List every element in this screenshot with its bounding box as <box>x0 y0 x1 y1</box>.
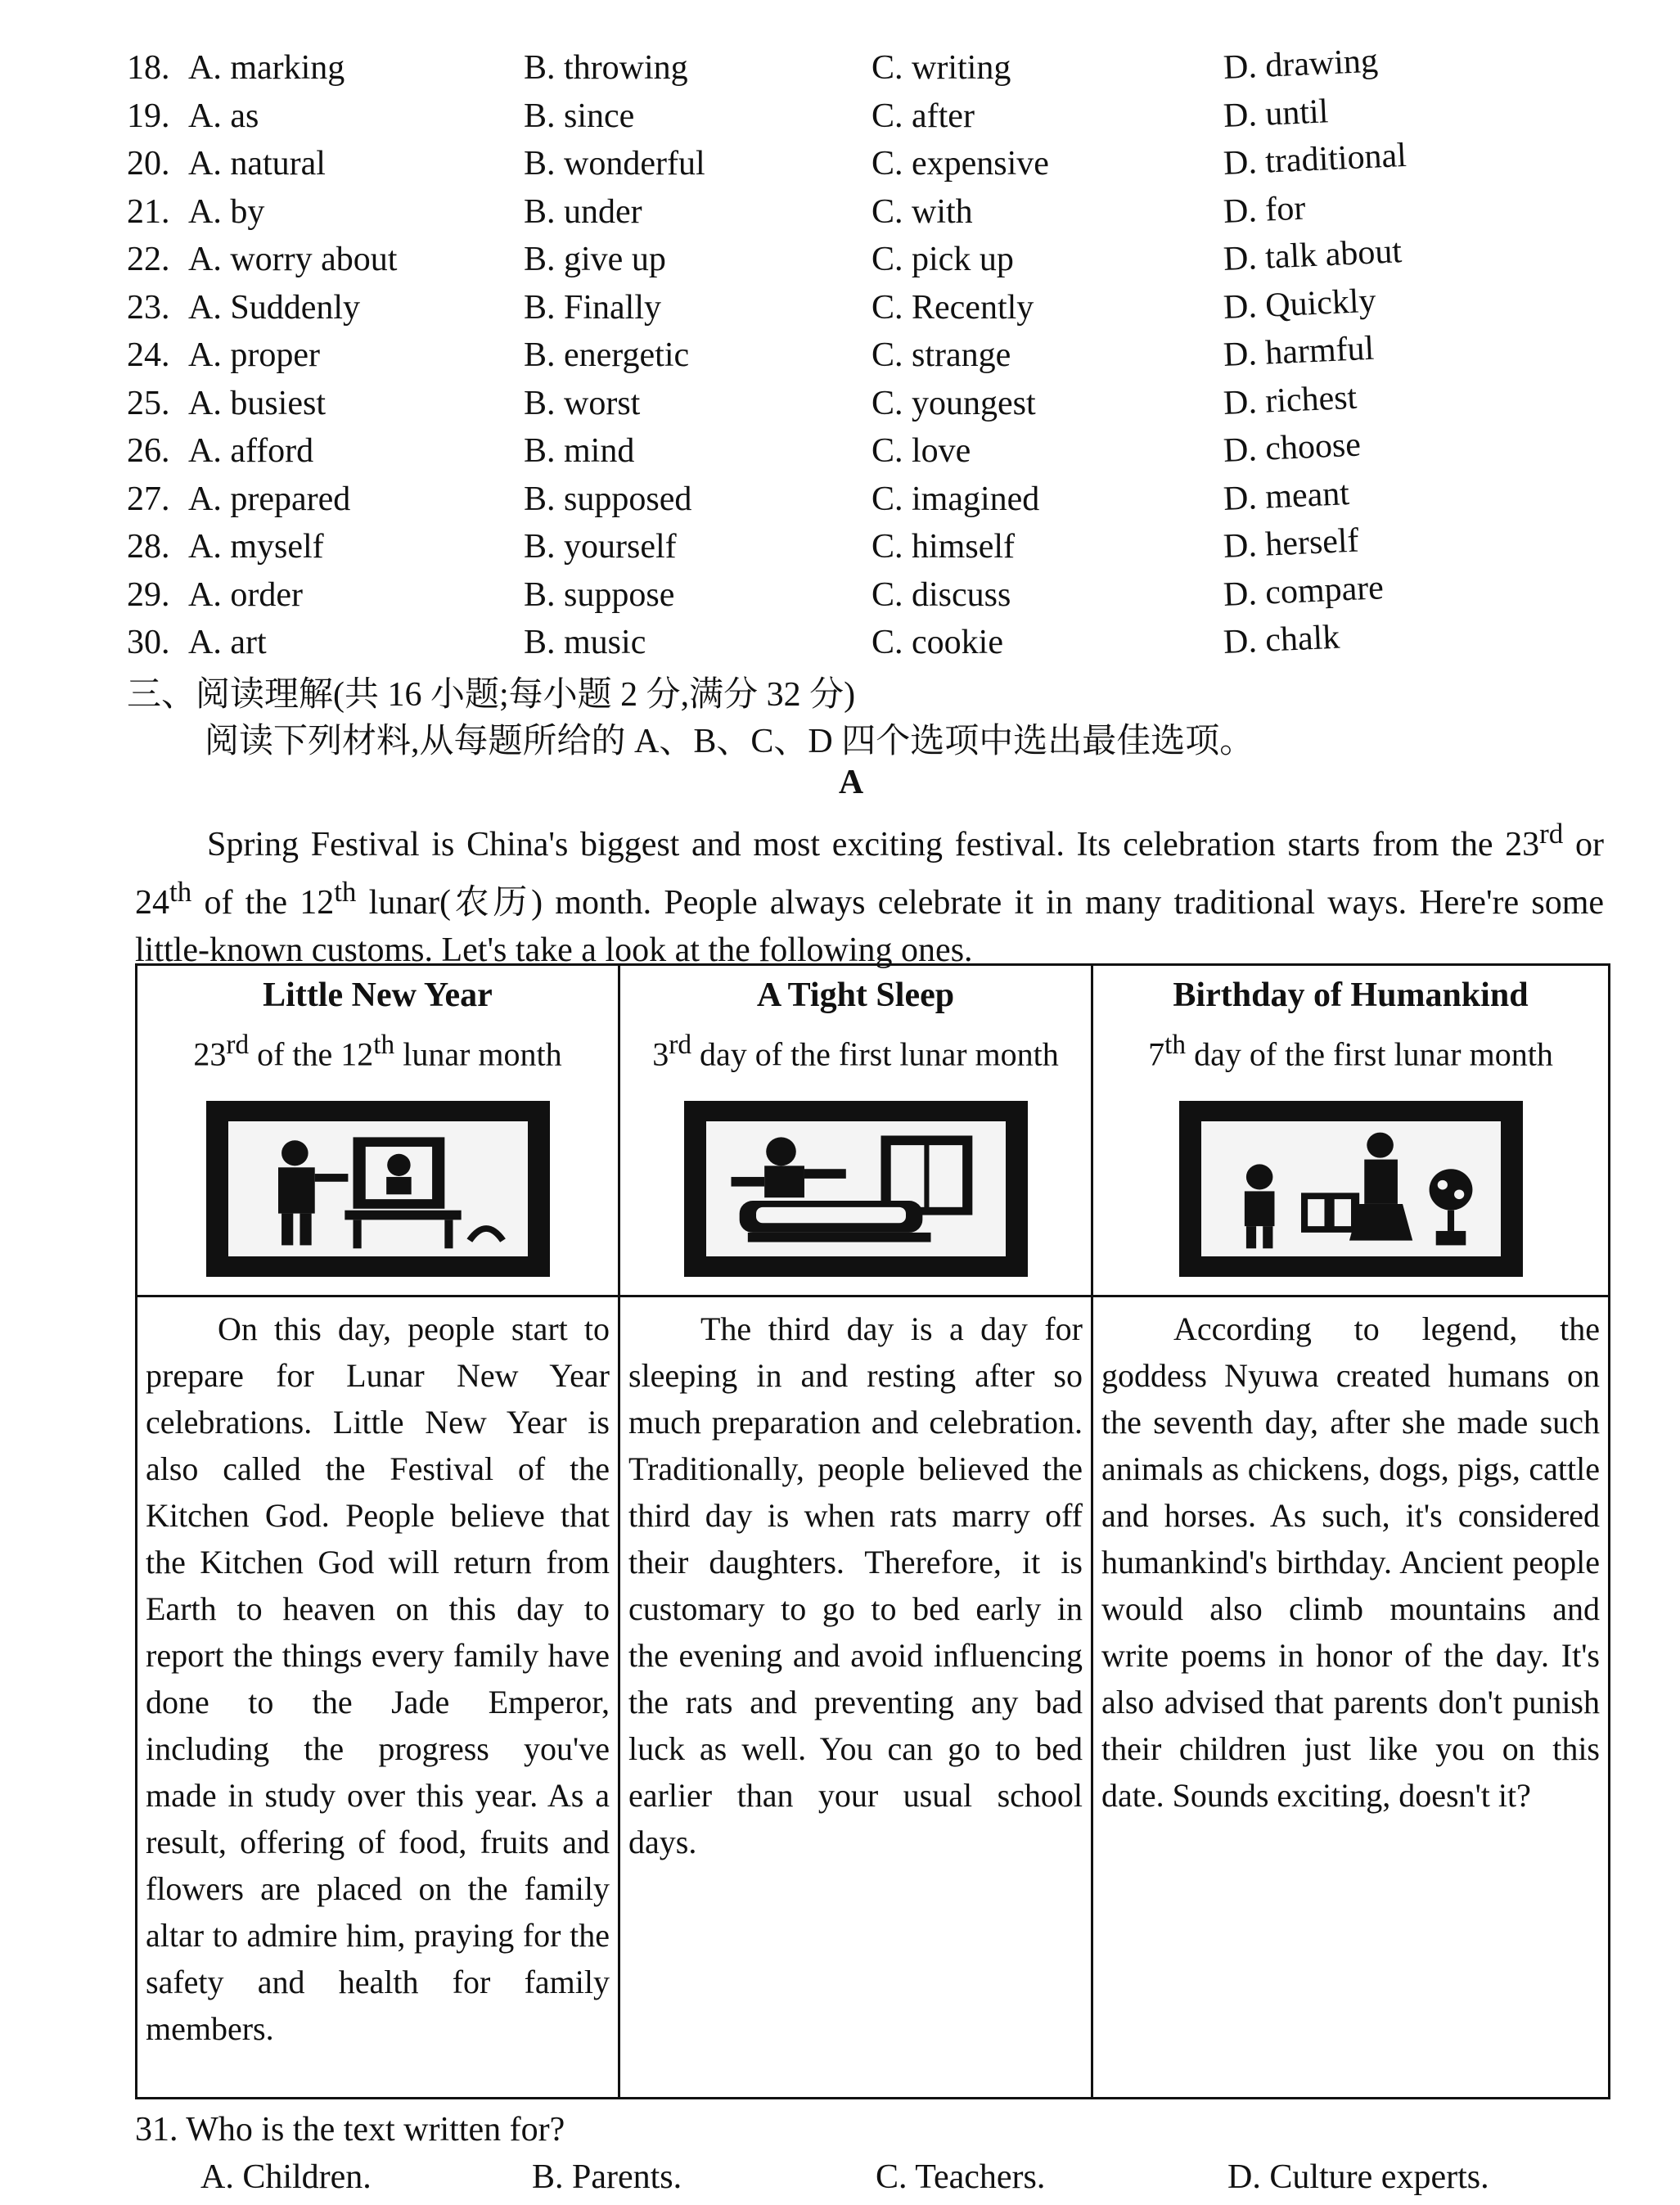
question-number: 23. <box>127 288 170 327</box>
option-a[interactable]: A. myself <box>188 528 324 566</box>
question-number: 20. <box>127 145 170 183</box>
option-c[interactable]: C. Teachers. <box>876 2158 1046 2196</box>
option-a[interactable]: A. afford <box>188 432 314 470</box>
option-d[interactable]: D. chalk <box>1222 618 1341 661</box>
custom-header-birthday-of-humankind <box>1092 965 1610 1296</box>
option-b[interactable]: B. wonderful <box>524 145 705 183</box>
option-a[interactable]: A. by <box>188 192 265 231</box>
cloze-option-row <box>0 42 1680 91</box>
option-d[interactable]: D. Culture experts. <box>1227 2158 1489 2196</box>
intro-text-1: Spring Festival is China's biggest and most exciting festival. Its celebration starts from the 23 <box>207 826 1540 864</box>
cloze-option-row <box>0 378 1680 426</box>
question-number: 24. <box>127 336 170 374</box>
option-c[interactable]: C. cookie <box>872 624 1003 661</box>
question-number: 18. <box>127 49 170 87</box>
option-b[interactable]: B. supposed <box>524 480 692 518</box>
option-a[interactable]: A. prepared <box>188 480 351 518</box>
custom-body-tight-sleep <box>619 1296 1092 2099</box>
question-number: 26. <box>127 432 170 470</box>
option-c[interactable]: C. pick up <box>872 241 1014 278</box>
option-b[interactable]: B. Finally <box>524 288 662 327</box>
option-b[interactable]: B. music <box>524 624 646 661</box>
option-d[interactable]: D. traditional <box>1222 136 1408 183</box>
option-b[interactable]: B. energetic <box>524 336 690 374</box>
cloze-option-row <box>0 428 1680 474</box>
option-c[interactable]: C. strange <box>872 336 1011 374</box>
section-title: 三、阅读理解(共 16 小题;每小题 2 分,满分 32 分) <box>127 676 856 714</box>
custom-date: 7th day of the first lunar month <box>1148 1030 1553 1073</box>
cloze-option-row <box>0 282 1680 331</box>
option-b[interactable]: B. give up <box>524 241 666 278</box>
option-d[interactable]: D. choose <box>1222 426 1362 470</box>
passage-letter: A <box>838 764 864 801</box>
kitchen-god-papercut-icon <box>206 1101 550 1277</box>
intro-text-2: or 24 <box>135 826 1604 922</box>
custom-text: According to legend, the goddess Nyuwa created humans on the seventh day, after she made such animals as chickens, dogs, pigs, cattle and horses. As such, it's considered humankind's birthday. Ancient people would also climb mountains and write poems in honor of the day. It's also advised that parents don't punish their children just like you on this date. Sounds exciting, doesn't it? <box>1101 1310 1600 1814</box>
option-c[interactable]: C. writing <box>872 49 1011 87</box>
custom-title: Little New Year <box>263 976 493 1014</box>
question-number: 27. <box>127 480 170 518</box>
cloze-option-row <box>0 329 1680 378</box>
option-d[interactable]: D. harmful <box>1222 329 1376 374</box>
custom-body-little-new-year <box>137 1296 619 2099</box>
option-c[interactable]: C. after <box>872 97 975 135</box>
intro-sup-1: rd <box>1539 818 1564 850</box>
intro-sup-2: th <box>169 876 192 908</box>
option-d[interactable]: D. richest <box>1222 378 1358 422</box>
cloze-option-row <box>0 568 1680 618</box>
sleeping-child-papercut-icon <box>684 1101 1028 1277</box>
option-a[interactable]: A. as <box>188 97 259 135</box>
question-number: 30. <box>127 624 170 661</box>
option-a[interactable]: A. order <box>188 575 303 614</box>
question-number: 19. <box>127 97 170 135</box>
option-d[interactable]: D. for <box>1222 188 1307 231</box>
option-c[interactable]: C. himself <box>872 528 1015 566</box>
custom-title: Birthday of Humankind <box>1173 976 1529 1014</box>
option-b[interactable]: B. worst <box>524 384 641 422</box>
option-c[interactable]: C. youngest <box>872 384 1036 422</box>
option-d[interactable]: D. Quickly <box>1222 282 1377 327</box>
option-c[interactable]: C. with <box>872 192 973 231</box>
question-number: 28. <box>127 528 170 566</box>
custom-header-tight-sleep <box>619 965 1092 1296</box>
option-c[interactable]: C. Recently <box>872 288 1034 327</box>
question-number: 22. <box>127 241 170 278</box>
option-b[interactable]: B. suppose <box>524 575 675 614</box>
cloze-option-row <box>0 476 1680 522</box>
cloze-option-row <box>0 232 1680 282</box>
custom-body-birthday-of-humankind <box>1092 1296 1610 2099</box>
option-b[interactable]: B. mind <box>524 432 635 470</box>
option-b[interactable]: B. under <box>524 192 642 231</box>
option-c[interactable]: C. love <box>872 432 971 470</box>
section-instructions: 阅读下列材料,从每题所给的 A、B、C、D 四个选项中选出最佳选项。 <box>205 723 1254 760</box>
option-d[interactable]: D. meant <box>1222 474 1350 518</box>
cloze-option-row <box>0 521 1680 570</box>
option-c[interactable]: C. discuss <box>872 575 1011 614</box>
cloze-option-row <box>0 620 1680 665</box>
option-a[interactable]: A. art <box>188 624 267 661</box>
option-d[interactable]: D. talk about <box>1222 232 1403 278</box>
cloze-option-row <box>0 189 1680 235</box>
option-c[interactable]: C. imagined <box>872 480 1040 518</box>
option-a[interactable]: A. Children. <box>200 2158 372 2196</box>
custom-title: A Tight Sleep <box>756 976 955 1014</box>
customs-table <box>135 963 1610 2099</box>
option-a[interactable]: A. Suddenly <box>188 288 360 327</box>
intro-sup-3: th <box>334 876 357 908</box>
option-d[interactable]: D. herself <box>1222 521 1360 566</box>
custom-text: The third day is a day for sleeping in and resting after so much preparation and celebration. Traditionally, people believed the third day is when rats marry off their daughters. Therefore, it is customary to go to bed early in the evening and avoid influencing the rats and preventing any bad luck as well. You can go to bed earlier than your usual school days. <box>628 1310 1083 1860</box>
question-31-options <box>0 2154 1680 2200</box>
option-b[interactable]: B. Parents. <box>532 2158 682 2196</box>
cloze-option-row <box>0 136 1680 187</box>
cloze-option-row <box>0 93 1680 139</box>
option-a[interactable]: A. proper <box>188 336 320 374</box>
option-d[interactable]: D. drawing <box>1222 42 1379 87</box>
custom-text: On this day, people start to prepare for Lunar New Year celebrations. Little New Year is also called the Festival of the Kitchen God. People believe that the Kitchen God will return from Earth to heaven on this day to report the things every family have done to the Jade Emperor, including the progress you've made in study over this year. As a result, offering of food, fruits and flowers are placed on the family altar to admire him, praying for the safety and health for family members. <box>146 1310 610 2047</box>
option-b[interactable]: B. since <box>524 97 635 135</box>
question-31-stem: 31. Who is the text written for? <box>135 2111 565 2149</box>
option-d[interactable]: D. until <box>1222 92 1330 135</box>
custom-date: 3rd day of the first lunar month <box>652 1030 1059 1073</box>
family-papercut-icon <box>1179 1101 1523 1277</box>
passage-intro <box>135 810 1604 974</box>
option-a[interactable]: A. worry about <box>188 241 398 278</box>
question-number: 21. <box>127 192 170 231</box>
option-b[interactable]: B. yourself <box>524 528 677 566</box>
custom-date: 23rd of the 12th lunar month <box>193 1030 562 1073</box>
option-a[interactable]: A. busiest <box>188 384 326 422</box>
question-number: 29. <box>127 575 170 614</box>
option-c[interactable]: C. expensive <box>872 145 1049 183</box>
custom-header-little-new-year <box>137 965 619 1296</box>
option-a[interactable]: A. natural <box>188 145 326 183</box>
option-b[interactable]: B. throwing <box>524 49 688 87</box>
intro-text-3: of the 12 <box>191 884 335 922</box>
intro-text-4: lunar(农历) month. People always celebrate it in many traditional ways. Here're some little-known customs. Let's take a look at the following ones. <box>135 884 1605 969</box>
option-a[interactable]: A. marking <box>188 49 345 87</box>
option-d[interactable]: D. compare <box>1222 568 1385 614</box>
question-number: 25. <box>127 384 170 422</box>
